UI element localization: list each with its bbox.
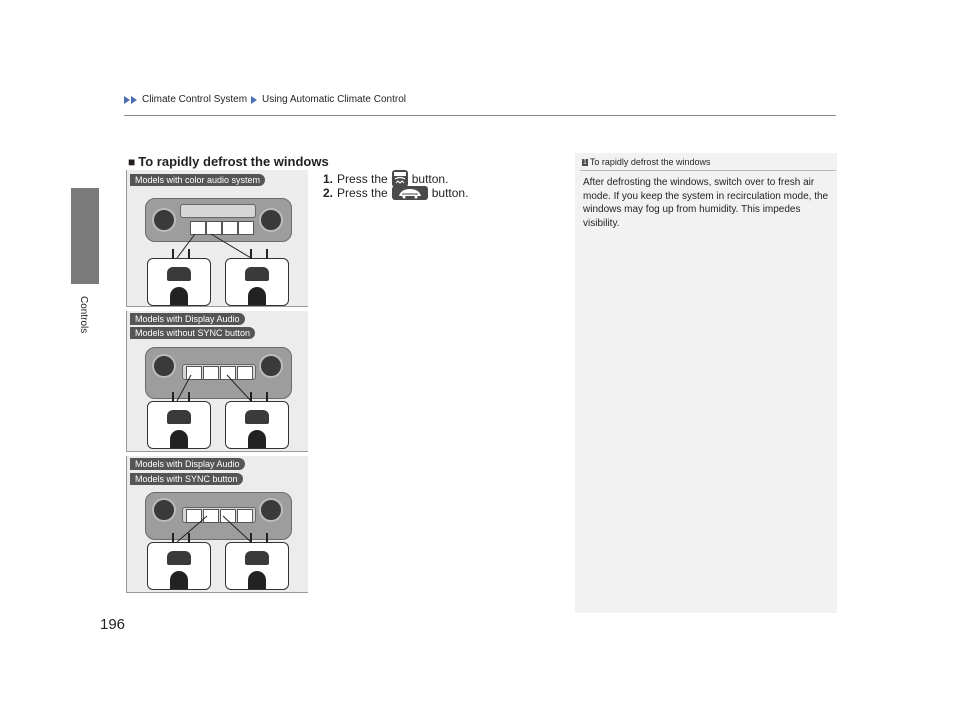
- model-tag: Models with Display Audio: [130, 313, 245, 325]
- breadcrumb-arrow-icon: [131, 96, 137, 104]
- fresh-air-button-callout: [147, 401, 211, 449]
- model-tag: Models with Display Audio: [130, 458, 245, 470]
- note-title: To rapidly defrost the windows: [589, 157, 711, 167]
- heading-marker-icon: ■: [128, 155, 136, 169]
- note-divider: [580, 170, 836, 171]
- chapter-tab: [71, 188, 99, 284]
- model-tag: Models with SYNC button: [130, 473, 243, 485]
- step-number: 1.: [323, 171, 334, 186]
- note-marker: 1: [583, 158, 587, 166]
- breadcrumb: [124, 94, 406, 105]
- front-defrost-button-callout: [225, 258, 289, 306]
- figure-color-audio: [126, 170, 308, 307]
- breadcrumb-item[interactable]: Climate Control System: [142, 94, 248, 105]
- breadcrumb-arrow-icon: [124, 96, 130, 104]
- step-number: 2.: [323, 186, 334, 200]
- model-tag: Models with color audio system: [130, 174, 265, 186]
- chapter-label: Controls: [78, 296, 89, 334]
- header-divider: [124, 115, 836, 116]
- breadcrumb-arrow-icon: [251, 96, 257, 104]
- figure-display-audio-no-sync: [126, 311, 308, 452]
- fresh-air-button-callout: [147, 542, 211, 590]
- figure-display-audio-sync: [126, 456, 308, 593]
- front-defrost-icon: [392, 170, 408, 187]
- note-body: After defrosting the windows, switch over to fresh air mode. If you keep the system in recirculation mode, the windows may fog up from humidity. This impedes visibility.: [583, 177, 829, 229]
- step-2: [323, 186, 468, 200]
- step-text: button.: [431, 186, 469, 200]
- step-text: button.: [411, 171, 449, 186]
- step-text: Press the: [337, 171, 388, 186]
- fresh-air-button-callout: [147, 258, 211, 306]
- front-defrost-button-callout: [225, 542, 289, 590]
- breadcrumb-item[interactable]: Using Automatic Climate Control: [262, 94, 406, 105]
- front-defrost-button-callout: [225, 401, 289, 449]
- section-heading-text: To rapidly defrost the windows: [138, 154, 329, 169]
- step-text: Press the: [337, 186, 388, 200]
- note-heading: [582, 157, 710, 167]
- page-number: 196: [100, 616, 126, 633]
- model-tag: Models without SYNC button: [130, 327, 255, 339]
- section-heading: [128, 154, 329, 169]
- fresh-air-mode-icon: [392, 186, 428, 200]
- step-1: [323, 170, 448, 187]
